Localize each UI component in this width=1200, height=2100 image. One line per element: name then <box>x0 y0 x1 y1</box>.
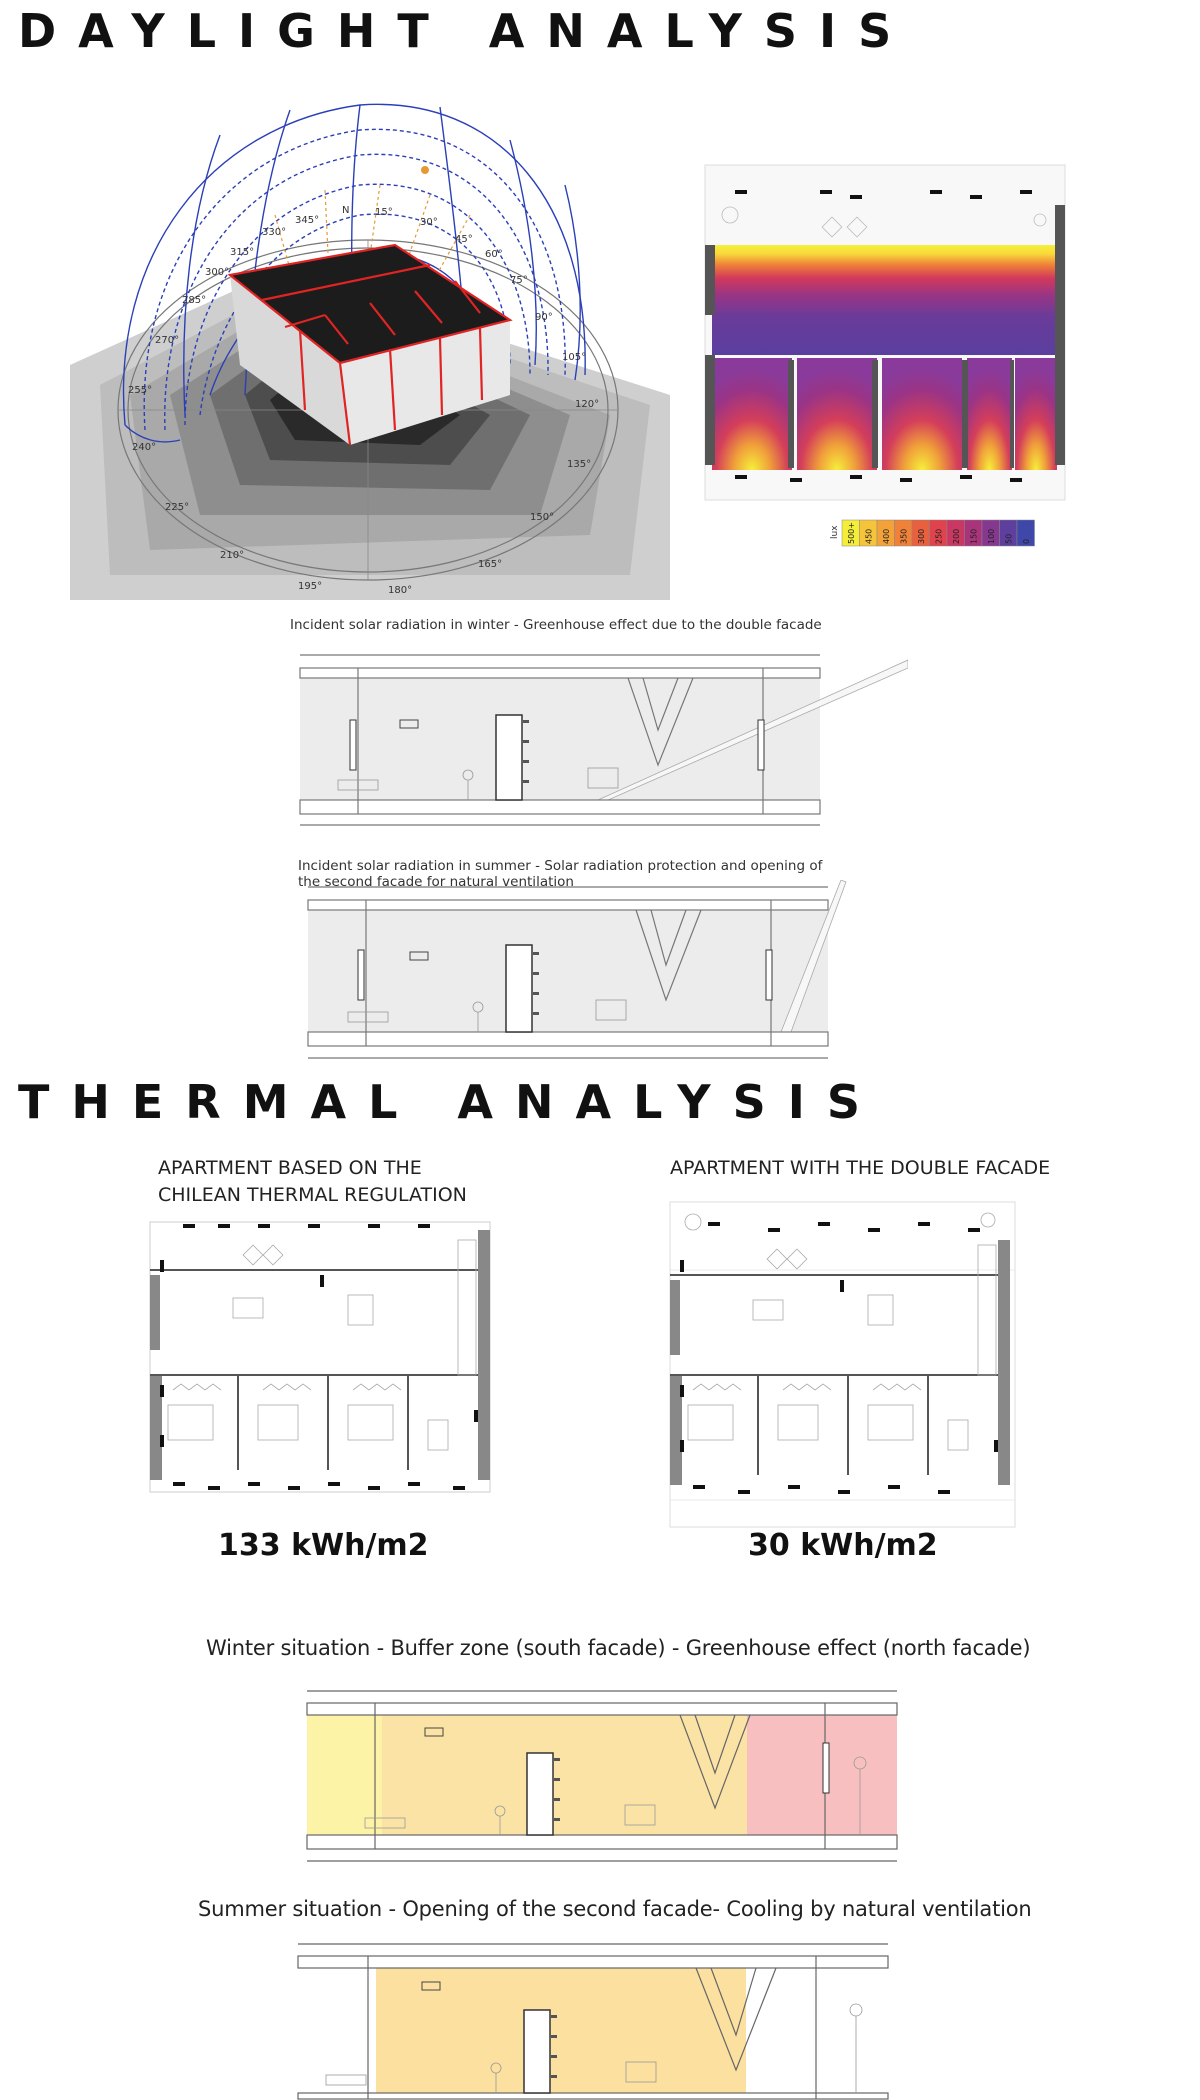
legend-value: 500+ <box>846 522 856 544</box>
bedroom-heat-zones <box>712 358 1057 470</box>
legend-value: 400 <box>881 528 891 544</box>
legend-cell <box>895 520 913 546</box>
legend-cell <box>982 520 1000 546</box>
legend-cell <box>860 520 878 546</box>
legend-value: 200 <box>951 528 961 544</box>
legend-cell <box>842 520 860 546</box>
summer-thermal-section <box>296 1940 896 2100</box>
sun-position-marker <box>421 166 429 174</box>
buffer-zone <box>307 1715 382 1835</box>
legend-cell <box>1017 520 1035 546</box>
lux-legend <box>826 518 1048 548</box>
angle-label-30: 30° <box>420 217 438 228</box>
angle-label-225: 225° <box>165 502 190 513</box>
angle-label-330: 330° <box>262 227 287 238</box>
angle-label-15: 15° <box>375 207 393 218</box>
angle-label-150: 150° <box>530 512 555 523</box>
angle-label-315: 315° <box>230 247 255 258</box>
legend-value: 450 <box>864 528 874 544</box>
floor-plan-right <box>668 1200 1018 1530</box>
winter-thermal-section <box>305 1683 900 1868</box>
angle-label-N: N <box>342 205 350 216</box>
angle-label-120: 120° <box>575 399 600 410</box>
winter-solar-section <box>298 650 908 835</box>
legend-cell <box>947 520 965 546</box>
legend-value: 250 <box>934 528 944 544</box>
legend-cell <box>1000 520 1018 546</box>
summer-solar-section <box>306 880 851 1065</box>
angle-label-255: 255° <box>128 385 153 396</box>
daylight-heatmap-plan <box>700 160 1070 505</box>
angle-label-300: 300° <box>205 267 230 278</box>
angle-label-165: 165° <box>478 559 503 570</box>
winter-situation-caption: Winter situation - Buffer zone (south facade) - Greenhouse effect (north facade) <box>206 1636 1031 1660</box>
greenhouse-zone <box>747 1715 897 1835</box>
legend-unit: lux <box>830 525 840 539</box>
angle-label-195: 195° <box>298 581 323 592</box>
legend-value: 0 <box>1021 538 1031 544</box>
lux-gradient-zone <box>712 245 1057 355</box>
angle-label-210: 210° <box>220 550 245 561</box>
legend-cell <box>877 520 895 546</box>
angle-label-90: 90° <box>535 312 553 323</box>
floor-plan-left <box>148 1220 493 1495</box>
energy-value-left: 133 kWh/m2 <box>218 1528 429 1563</box>
legend-value: 150 <box>969 528 979 544</box>
summer-situation-caption: Summer situation - Opening of the second facade- Cooling by natural ventilation <box>198 1897 1032 1921</box>
angle-label-240: 240° <box>132 442 157 453</box>
angle-label-45: 45° <box>455 234 473 245</box>
plan-left-label-line2: CHILEAN THERMAL REGULATION <box>158 1184 467 1206</box>
section-summer-caption: Incident solar radiation in summer - Solar radiation protection and opening of the second facade for natural ventilation <box>298 858 823 890</box>
legend-cell <box>930 520 948 546</box>
angle-label-180: 180° <box>388 585 413 596</box>
legend-value: 50 <box>1004 533 1014 544</box>
angle-label-285: 285° <box>182 295 207 306</box>
energy-value-right: 30 kWh/m2 <box>748 1528 938 1563</box>
thermal-title: THERMAL ANALYSIS <box>18 1075 882 1129</box>
daylight-title: DAYLIGHT ANALYSIS <box>18 4 914 58</box>
legend-value: 300 <box>916 528 926 544</box>
sunpath-diagram <box>70 95 670 600</box>
warm-zone <box>382 1715 747 1835</box>
plan-left-label <box>158 1155 467 1209</box>
legend-value: 100 <box>986 528 996 544</box>
legend-cell <box>912 520 930 546</box>
angle-label-270: 270° <box>155 335 180 346</box>
cool-zone <box>376 1968 746 2093</box>
angle-label-105: 105° <box>562 352 587 363</box>
angle-label-135: 135° <box>567 459 592 470</box>
section-winter-caption: Incident solar radiation in winter - Greenhouse effect due to the double facade <box>290 617 822 633</box>
legend-cell <box>965 520 983 546</box>
plan-left-label-line1: APARTMENT BASED ON THE <box>158 1157 422 1179</box>
angle-label-60: 60° <box>485 249 503 260</box>
angle-label-75: 75° <box>510 275 528 286</box>
angle-label-345: 345° <box>295 215 320 226</box>
legend-value: 350 <box>899 528 909 544</box>
plan-right-label: APARTMENT WITH THE DOUBLE FACADE <box>670 1157 1051 1179</box>
